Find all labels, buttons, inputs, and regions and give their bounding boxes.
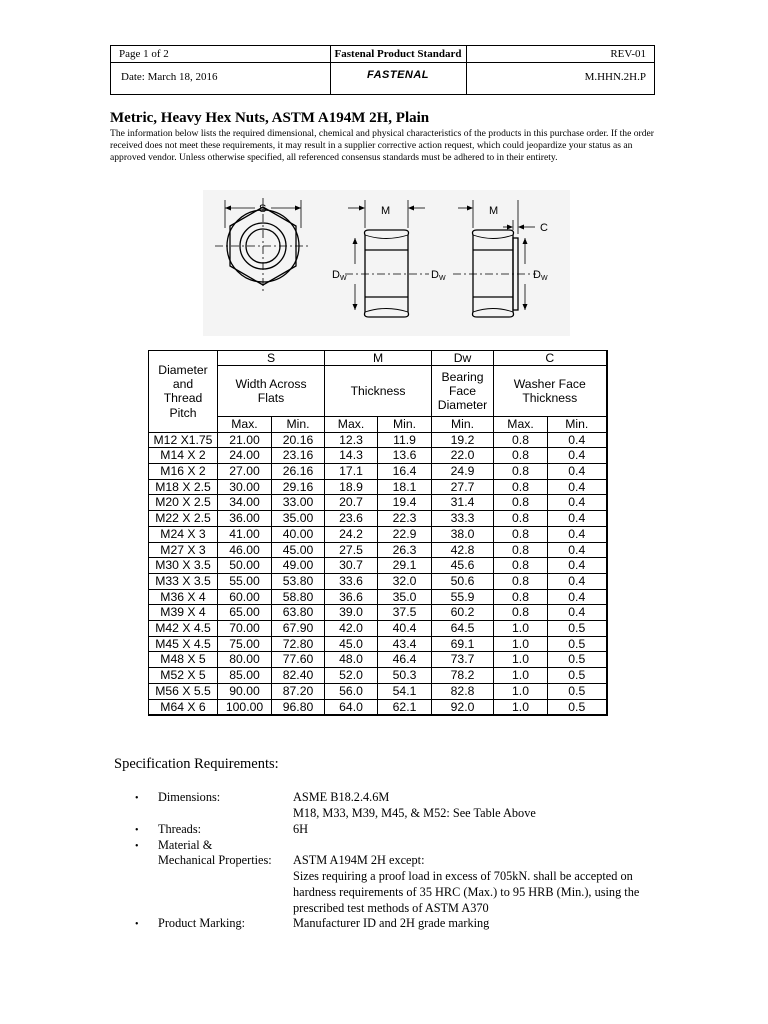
label-c: C	[540, 222, 548, 234]
value-cell: 0.4	[548, 495, 607, 511]
value-cell: 55.9	[432, 589, 494, 605]
size-cell: M16 X 2	[149, 464, 218, 480]
value-cell: 29.16	[272, 479, 325, 495]
spec-heading: Specification Requirements:	[114, 756, 279, 772]
value-cell: 16.4	[378, 464, 432, 480]
dimensions-table	[148, 350, 608, 716]
value-cell: 0.5	[548, 668, 607, 684]
spec-value: Manufacturer ID and 2H grade marking	[293, 916, 490, 930]
value-cell: 75.00	[218, 636, 272, 652]
size-cell: M14 X 2	[149, 448, 218, 464]
spec-label-material: Mechanical Properties:	[158, 853, 272, 867]
table-row	[149, 699, 607, 715]
size-cell: M45 X 4.5	[149, 636, 218, 652]
size-cell: M24 X 3	[149, 526, 218, 542]
value-cell: 43.4	[378, 636, 432, 652]
value-cell: 0.5	[548, 652, 607, 668]
table-row	[149, 668, 607, 684]
value-cell: 21.00	[218, 432, 272, 448]
table-row	[149, 621, 607, 637]
value-cell: 69.1	[432, 636, 494, 652]
value-cell: 26.3	[378, 542, 432, 558]
value-cell: 14.3	[325, 448, 378, 464]
value-cell: 0.4	[548, 605, 607, 621]
value-cell: 19.4	[378, 495, 432, 511]
value-cell: 11.9	[378, 432, 432, 448]
value-cell: 0.8	[494, 558, 548, 574]
table-row	[149, 605, 607, 621]
value-cell: 45.0	[325, 636, 378, 652]
value-cell: 32.0	[378, 573, 432, 589]
value-cell: 50.6	[432, 573, 494, 589]
value-cell: 38.0	[432, 526, 494, 542]
table-row	[149, 432, 607, 448]
value-cell: 0.4	[548, 526, 607, 542]
value-cell: 63.80	[272, 605, 325, 621]
value-cell: 0.4	[548, 511, 607, 527]
value-cell: 27.00	[218, 464, 272, 480]
table-row	[149, 448, 607, 464]
value-cell: 17.1	[325, 464, 378, 480]
document-header	[110, 45, 655, 95]
size-cell: M42 X 4.5	[149, 621, 218, 637]
value-cell: 0.8	[494, 432, 548, 448]
value-cell: 67.90	[272, 621, 325, 637]
value-cell: 90.00	[218, 683, 272, 699]
spec-value: ASME B18.2.4.6M	[293, 790, 390, 804]
value-cell: 0.5	[548, 621, 607, 637]
value-cell: 85.00	[218, 668, 272, 684]
size-cell: M27 X 3	[149, 542, 218, 558]
value-cell: 46.00	[218, 542, 272, 558]
value-cell: 54.1	[378, 683, 432, 699]
value-cell: 48.0	[325, 652, 378, 668]
value-cell: 24.9	[432, 464, 494, 480]
value-cell: 92.0	[432, 699, 494, 715]
value-cell: 35.0	[378, 589, 432, 605]
value-cell: 40.00	[272, 526, 325, 542]
value-cell: 23.6	[325, 511, 378, 527]
fastenal-logo: FASTENAL	[366, 69, 430, 81]
value-cell: 27.5	[325, 542, 378, 558]
value-cell: 34.00	[218, 495, 272, 511]
header-dw-code: Dw	[432, 351, 494, 366]
header-m-name: Thickness	[325, 366, 432, 417]
document-date: Date: March 18, 2016	[121, 71, 218, 83]
value-cell: 0.4	[548, 573, 607, 589]
size-cell: M18 X 2.5	[149, 479, 218, 495]
header-c-name: Washer Face Thickness	[494, 366, 607, 417]
value-cell: 23.16	[272, 448, 325, 464]
value-cell: 64.5	[432, 621, 494, 637]
table-row	[149, 589, 607, 605]
value-cell: 22.0	[432, 448, 494, 464]
value-cell: 82.40	[272, 668, 325, 684]
value-cell: 46.4	[378, 652, 432, 668]
value-cell: 87.20	[272, 683, 325, 699]
size-cell: M20 X 2.5	[149, 495, 218, 511]
spec-value: prescribed test methods of ASTM A370	[293, 901, 489, 915]
value-cell: 96.80	[272, 699, 325, 715]
spec-value: 6H	[293, 822, 309, 836]
value-cell: 45.6	[432, 558, 494, 574]
table-row	[149, 511, 607, 527]
size-cell: M33 X 3.5	[149, 573, 218, 589]
bullet: •	[135, 825, 139, 836]
value-cell: 18.1	[378, 479, 432, 495]
value-cell: 1.0	[494, 636, 548, 652]
value-cell: 24.00	[218, 448, 272, 464]
value-cell: 0.8	[494, 573, 548, 589]
value-cell: 58.80	[272, 589, 325, 605]
spec-label-marking: Product Marking:	[158, 916, 246, 930]
value-cell: 1.0	[494, 699, 548, 715]
size-cell: M52 X 5	[149, 668, 218, 684]
value-cell: 0.4	[548, 542, 607, 558]
value-cell: 18.9	[325, 479, 378, 495]
value-cell: 1.0	[494, 652, 548, 668]
hex-nut-drawing	[203, 190, 570, 336]
value-cell: 72.80	[272, 636, 325, 652]
bullet: •	[135, 793, 139, 804]
table-row	[149, 495, 607, 511]
size-cell: M36 X 4	[149, 589, 218, 605]
size-cell: M30 X 3.5	[149, 558, 218, 574]
value-cell: 50.00	[218, 558, 272, 574]
header-dw-name: Bearing Face Diameter	[432, 366, 494, 417]
bullet: •	[135, 919, 139, 930]
header-min: Min.	[378, 417, 432, 432]
value-cell: 20.7	[325, 495, 378, 511]
value-cell: 39.0	[325, 605, 378, 621]
value-cell: 42.0	[325, 621, 378, 637]
value-cell: 36.00	[218, 511, 272, 527]
spec-value: hardness requirements of 35 HRC (Max.) to 95 HRB (Min.), using the	[293, 885, 640, 899]
spec-label-material: Material &	[158, 838, 213, 852]
size-cell: M48 X 5	[149, 652, 218, 668]
value-cell: 0.8	[494, 448, 548, 464]
header-diameter: Diameter and Thread Pitch	[149, 351, 218, 433]
value-cell: 27.7	[432, 479, 494, 495]
table-row	[149, 526, 607, 542]
value-cell: 24.2	[325, 526, 378, 542]
value-cell: 62.1	[378, 699, 432, 715]
header-max: Max.	[218, 417, 272, 432]
value-cell: 30.7	[325, 558, 378, 574]
value-cell: 0.4	[548, 464, 607, 480]
value-cell: 33.00	[272, 495, 325, 511]
table-row	[149, 573, 607, 589]
value-cell: 0.8	[494, 526, 548, 542]
value-cell: 40.4	[378, 621, 432, 637]
value-cell: 41.00	[218, 526, 272, 542]
header-max: Max.	[494, 417, 548, 432]
label-m-middle: M	[381, 205, 391, 217]
value-cell: 1.0	[494, 621, 548, 637]
value-cell: 77.60	[272, 652, 325, 668]
value-cell: 22.3	[378, 511, 432, 527]
size-cell: M56 X 5.5	[149, 683, 218, 699]
revision: REV-01	[610, 48, 646, 60]
table-body	[149, 432, 607, 715]
size-cell: M22 X 2.5	[149, 511, 218, 527]
table-row	[149, 683, 607, 699]
spec-label-dimensions: Dimensions:	[158, 790, 221, 804]
header-c-code: C	[494, 351, 607, 366]
size-cell: M39 X 4	[149, 605, 218, 621]
value-cell: 33.3	[432, 511, 494, 527]
value-cell: 0.4	[548, 589, 607, 605]
table-row	[149, 464, 607, 480]
value-cell: 100.00	[218, 699, 272, 715]
spec-label-threads: Threads:	[158, 822, 202, 836]
label-dw-2: DW	[431, 269, 446, 282]
value-cell: 70.00	[218, 621, 272, 637]
value-cell: 29.1	[378, 558, 432, 574]
size-cell: M64 X 6	[149, 699, 218, 715]
value-cell: 0.4	[548, 558, 607, 574]
value-cell: 36.6	[325, 589, 378, 605]
value-cell: 0.8	[494, 479, 548, 495]
size-cell: M12 X1.75	[149, 432, 218, 448]
value-cell: 31.4	[432, 495, 494, 511]
value-cell: 0.5	[548, 699, 607, 715]
spec-value: M18, M33, M39, M45, & M52: See Table Above	[293, 806, 536, 820]
page-number: Page 1 of 2	[119, 48, 169, 60]
value-cell: 0.8	[494, 605, 548, 621]
value-cell: 0.4	[548, 479, 607, 495]
value-cell: 64.0	[325, 699, 378, 715]
value-cell: 53.80	[272, 573, 325, 589]
value-cell: 56.0	[325, 683, 378, 699]
header-min: Min.	[432, 417, 494, 432]
table-row	[149, 479, 607, 495]
value-cell: 26.16	[272, 464, 325, 480]
bullet: •	[135, 841, 139, 852]
table-row	[149, 542, 607, 558]
table-row	[149, 652, 607, 668]
header-m-code: M	[325, 351, 432, 366]
value-cell: 52.0	[325, 668, 378, 684]
value-cell: 13.6	[378, 448, 432, 464]
value-cell: 1.0	[494, 668, 548, 684]
value-cell: 0.8	[494, 464, 548, 480]
value-cell: 37.5	[378, 605, 432, 621]
spec-list	[0, 790, 768, 940]
header-min: Min.	[272, 417, 325, 432]
value-cell: 35.00	[272, 511, 325, 527]
value-cell: 30.00	[218, 479, 272, 495]
value-cell: 0.8	[494, 542, 548, 558]
value-cell: 0.5	[548, 683, 607, 699]
intro-paragraph: The information below lists the required dimensional, chemical and physical characteristics of the products in this purchase order. If the order received does not meet these requirements, it may result in a supplier corrective action request, which could jeopardize your status as an approved vendor. Unless otherwise specified, all referenced consensus standards must be adhered to in their entirety.	[110, 128, 655, 163]
value-cell: 80.00	[218, 652, 272, 668]
value-cell: 1.0	[494, 683, 548, 699]
spec-value: Sizes requiring a proof load in excess of 705kN. shall be accepted on	[293, 869, 633, 883]
table-row	[149, 636, 607, 652]
value-cell: 19.2	[432, 432, 494, 448]
label-s: S	[259, 203, 267, 215]
standard-name: Fastenal Product Standard	[334, 48, 462, 60]
value-cell: 0.5	[548, 636, 607, 652]
header-max: Max.	[325, 417, 378, 432]
header-s-code: S	[218, 351, 325, 366]
value-cell: 82.8	[432, 683, 494, 699]
label-dw-1: DW	[332, 269, 347, 282]
value-cell: 65.00	[218, 605, 272, 621]
header-min: Min.	[548, 417, 607, 432]
label-m-right: M	[489, 205, 499, 217]
label-dw-3: DW	[533, 269, 548, 282]
value-cell: 60.2	[432, 605, 494, 621]
value-cell: 22.9	[378, 526, 432, 542]
value-cell: 55.00	[218, 573, 272, 589]
value-cell: 0.8	[494, 495, 548, 511]
value-cell: 60.00	[218, 589, 272, 605]
value-cell: 20.16	[272, 432, 325, 448]
value-cell: 50.3	[378, 668, 432, 684]
value-cell: 0.8	[494, 511, 548, 527]
value-cell: 78.2	[432, 668, 494, 684]
value-cell: 45.00	[272, 542, 325, 558]
value-cell: 0.4	[548, 432, 607, 448]
value-cell: 49.00	[272, 558, 325, 574]
table-row	[149, 558, 607, 574]
document-code: M.HHN.2H.P	[584, 71, 646, 83]
spec-value: ASTM A194M 2H except:	[293, 853, 425, 867]
value-cell: 0.8	[494, 589, 548, 605]
value-cell: 33.6	[325, 573, 378, 589]
value-cell: 73.7	[432, 652, 494, 668]
page-title: Metric, Heavy Hex Nuts, ASTM A194M 2H, Plain	[110, 110, 430, 126]
value-cell: 12.3	[325, 432, 378, 448]
value-cell: 0.4	[548, 448, 607, 464]
value-cell: 42.8	[432, 542, 494, 558]
header-s-name: Width Across Flats	[218, 366, 325, 417]
